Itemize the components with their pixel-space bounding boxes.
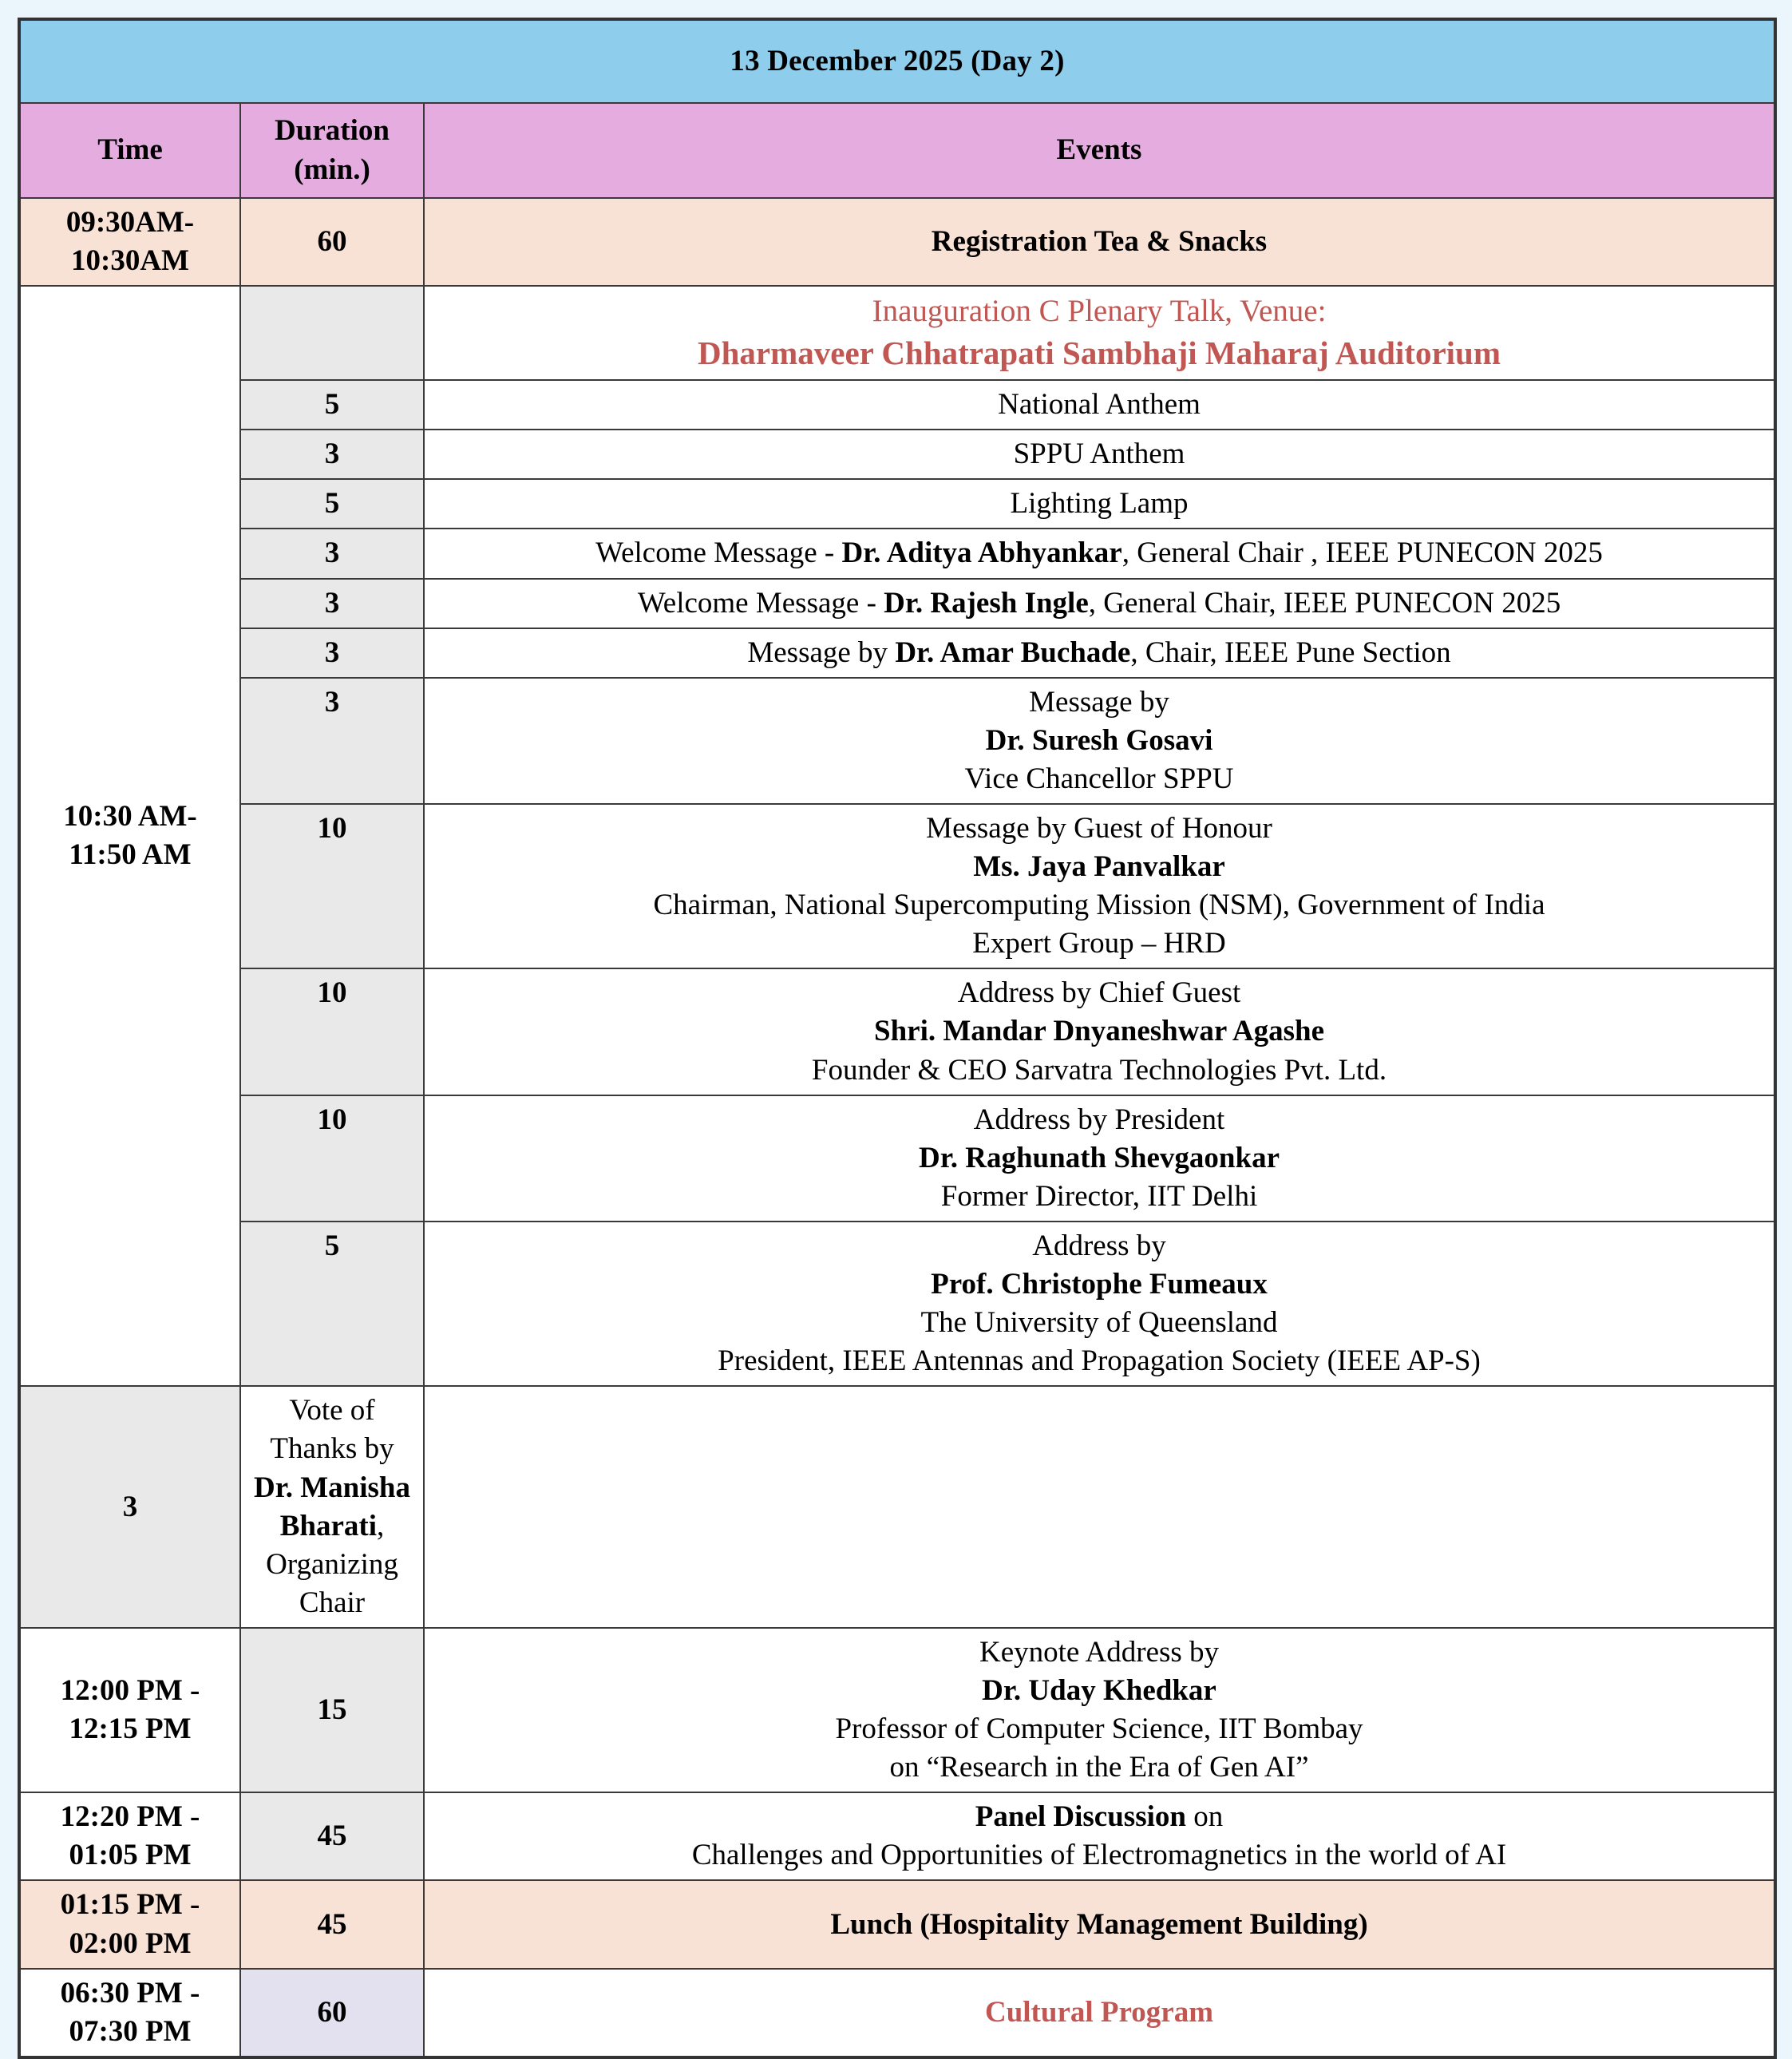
- table-row-lunch: [19, 1880, 1775, 1968]
- registration-time-line2: 10:30AM: [71, 244, 189, 278]
- president-address-line2: Dr. Raghunath Shevgaonkar: [919, 1141, 1280, 1174]
- welcome-abhyankar-post: , General Chair , IEEE PUNECON 2025: [1121, 537, 1603, 570]
- welcome-ingle-pre: Welcome Message -: [637, 586, 884, 620]
- panel-time-line2: 01:05 PM: [69, 1839, 192, 1872]
- inauguration-venue-event: [424, 286, 1775, 380]
- president-address-line1: Address by President: [973, 1103, 1225, 1136]
- chief-guest-line3: Founder & CEO Sarvatra Technologies Pvt. Ltd.: [811, 1053, 1387, 1087]
- cultural-duration: 60: [240, 1969, 424, 2057]
- inauguration-venue-duration: [240, 286, 424, 380]
- welcome-ingle-post: , General Chair, IEEE PUNECON 2025: [1088, 586, 1561, 620]
- panel-line1: [431, 1798, 1767, 1836]
- message-buchade-pre: Message by: [747, 636, 896, 669]
- message-gosavi-event: [424, 678, 1775, 804]
- welcome-ingle-name: Dr. Rajesh Ingle: [884, 586, 1089, 620]
- lunch-duration: 45: [240, 1880, 424, 1968]
- table-row-welcome-ingle: [19, 579, 1775, 628]
- president-address-line3: Former Director, IIT Delhi: [940, 1179, 1258, 1213]
- lighting-lamp-event: Lighting Lamp: [424, 479, 1775, 529]
- registration-duration: 60: [240, 198, 424, 286]
- table-row-sppu-anthem: [19, 430, 1775, 479]
- table-row-registration: [19, 198, 1775, 286]
- vote-of-thanks-pre: Vote of Thanks by: [270, 1394, 394, 1466]
- guest-of-honour-line3: Chairman, National Supercomputing Mission (NSM), Government of India: [653, 889, 1545, 922]
- keynote-line3: Professor of Computer Science, IIT Bombay: [835, 1713, 1363, 1746]
- keynote-line1: Keynote Address by: [979, 1635, 1220, 1669]
- day-banner-title: 13 December 2025 (Day 2): [19, 19, 1775, 103]
- message-gosavi-line1: Message by: [1029, 685, 1169, 719]
- cultural-time: [19, 1969, 240, 2057]
- keynote-time-line2: 12:15 PM: [69, 1713, 192, 1746]
- keynote-time-line1: 12:00 PM -: [60, 1673, 200, 1707]
- cultural-time-line1: 06:30 PM -: [60, 1976, 200, 2010]
- fumeaux-address-line2: Prof. Christophe Fumeaux: [931, 1268, 1268, 1301]
- column-header-duration-line1: Duration: [275, 114, 390, 148]
- national-anthem-duration: 5: [240, 380, 424, 430]
- table-row-welcome-abhyankar: [19, 529, 1775, 578]
- chief-guest-event: [424, 968, 1775, 1095]
- inauguration-time: [19, 286, 240, 1386]
- panel-time-line1: 12:20 PM -: [60, 1800, 200, 1834]
- panel-line2: Challenges and Opportunities of Electromagnetics in the world of AI: [691, 1839, 1507, 1872]
- day-banner-row: [19, 19, 1775, 103]
- table-row-keynote: [19, 1628, 1775, 1792]
- registration-time-line1: 09:30AM-: [65, 206, 195, 239]
- inauguration-time-line2: 11:50 AM: [69, 838, 192, 872]
- keynote-line4: on “Research in the Era of Gen AI”: [889, 1751, 1309, 1784]
- column-header-duration: [240, 103, 424, 198]
- welcome-ingle-duration: 3: [240, 579, 424, 628]
- lighting-lamp-duration: 5: [240, 479, 424, 529]
- panel-duration: 45: [240, 1792, 424, 1880]
- message-buchade-duration: 3: [240, 628, 424, 678]
- registration-event: Registration Tea & Snacks: [424, 198, 1775, 286]
- message-gosavi-line3: Vice Chancellor SPPU: [964, 762, 1234, 795]
- vote-of-thanks-post: , Organizing Chair: [266, 1509, 398, 1619]
- lunch-time-line1: 01:15 PM -: [60, 1888, 200, 1922]
- president-address-duration: 10: [240, 1095, 424, 1222]
- panel-line1-rest: on: [1185, 1800, 1224, 1834]
- vote-of-thanks-name: Dr. Manisha Bharati: [253, 1471, 410, 1542]
- welcome-abhyankar-duration: 3: [240, 529, 424, 578]
- fumeaux-address-line3: The University of Queensland: [920, 1306, 1278, 1340]
- welcome-abhyankar-pre: Welcome Message -: [595, 537, 842, 570]
- table-row-president-address: [19, 1095, 1775, 1222]
- table-row-vote-of-thanks: [19, 1386, 1775, 1628]
- table-row-inauguration-venue: [19, 286, 1775, 380]
- table-row-message-buchade: [19, 628, 1775, 678]
- keynote-time: [19, 1628, 240, 1792]
- guest-of-honour-event: [424, 804, 1775, 968]
- table-row-guest-of-honour: [19, 804, 1775, 968]
- fumeaux-address-line4: President, IEEE Antennas and Propagation Society (IEEE AP-S): [718, 1344, 1481, 1378]
- message-gosavi-duration: 3: [240, 678, 424, 804]
- fumeaux-address-event: [424, 1222, 1775, 1386]
- welcome-abhyankar-event: [424, 529, 1775, 578]
- cultural-time-line2: 07:30 PM: [69, 2014, 192, 2048]
- lunch-event: Lunch (Hospitality Management Building): [424, 1880, 1775, 1968]
- keynote-duration: 15: [240, 1628, 424, 1792]
- lunch-time-line2: 02:00 PM: [69, 1926, 192, 1960]
- table-row-lighting-lamp: [19, 479, 1775, 529]
- inauguration-venue-line1: Inauguration C Plenary Talk, Venue:: [872, 294, 1327, 329]
- welcome-abhyankar-name: Dr. Aditya Abhyankar: [841, 537, 1122, 570]
- inauguration-venue-line2: Dharmaveer Chhatrapati Sambhaji Maharaj Auditorium: [697, 334, 1501, 371]
- keynote-event: [424, 1628, 1775, 1792]
- column-header-events: Events: [424, 103, 1775, 198]
- sppu-anthem-duration: 3: [240, 430, 424, 479]
- table-row-cultural-program: [19, 1969, 1775, 2057]
- panel-line1-bold: Panel Discussion: [975, 1800, 1186, 1834]
- keynote-line2: Dr. Uday Khedkar: [982, 1673, 1216, 1707]
- message-gosavi-line2: Dr. Suresh Gosavi: [985, 723, 1213, 757]
- panel-time: [19, 1792, 240, 1880]
- message-buchade-event: [424, 628, 1775, 678]
- vote-of-thanks-duration: 3: [19, 1386, 240, 1628]
- guest-of-honour-line1: Message by Guest of Honour: [926, 812, 1272, 845]
- column-header-duration-line2: (min.): [294, 152, 370, 186]
- registration-time: [19, 198, 240, 286]
- table-row-message-gosavi: [19, 678, 1775, 804]
- national-anthem-event: National Anthem: [424, 380, 1775, 430]
- chief-guest-line1: Address by Chief Guest: [957, 976, 1241, 1010]
- table-row-chief-guest: [19, 968, 1775, 1095]
- guest-of-honour-duration: 10: [240, 804, 424, 968]
- message-buchade-name: Dr. Amar Buchade: [895, 636, 1131, 669]
- chief-guest-duration: 10: [240, 968, 424, 1095]
- table-row-panel-discussion: [19, 1792, 1775, 1880]
- vote-of-thanks-event: [240, 1386, 424, 1628]
- table-row-national-anthem: [19, 380, 1775, 430]
- panel-event: [424, 1792, 1775, 1880]
- fumeaux-address-duration: 5: [240, 1222, 424, 1386]
- column-header-time: Time: [19, 103, 240, 198]
- guest-of-honour-line2: Ms. Jaya Panvalkar: [973, 850, 1225, 884]
- lunch-time: [19, 1880, 240, 1968]
- president-address-event: [424, 1095, 1775, 1222]
- column-header-row: [19, 103, 1775, 198]
- cultural-event: Cultural Program: [424, 1969, 1775, 2057]
- day2-schedule-table: [18, 18, 1777, 2059]
- table-row-fumeaux-address: [19, 1222, 1775, 1386]
- welcome-ingle-event: [424, 579, 1775, 628]
- sppu-anthem-event: SPPU Anthem: [424, 430, 1775, 479]
- inauguration-time-line1: 10:30 AM-: [63, 800, 197, 833]
- fumeaux-address-line1: Address by: [1032, 1229, 1166, 1262]
- guest-of-honour-line4: Expert Group – HRD: [972, 927, 1226, 960]
- chief-guest-line2: Shri. Mandar Dnyaneshwar Agashe: [874, 1015, 1325, 1048]
- message-buchade-post: , Chair, IEEE Pune Section: [1130, 636, 1451, 669]
